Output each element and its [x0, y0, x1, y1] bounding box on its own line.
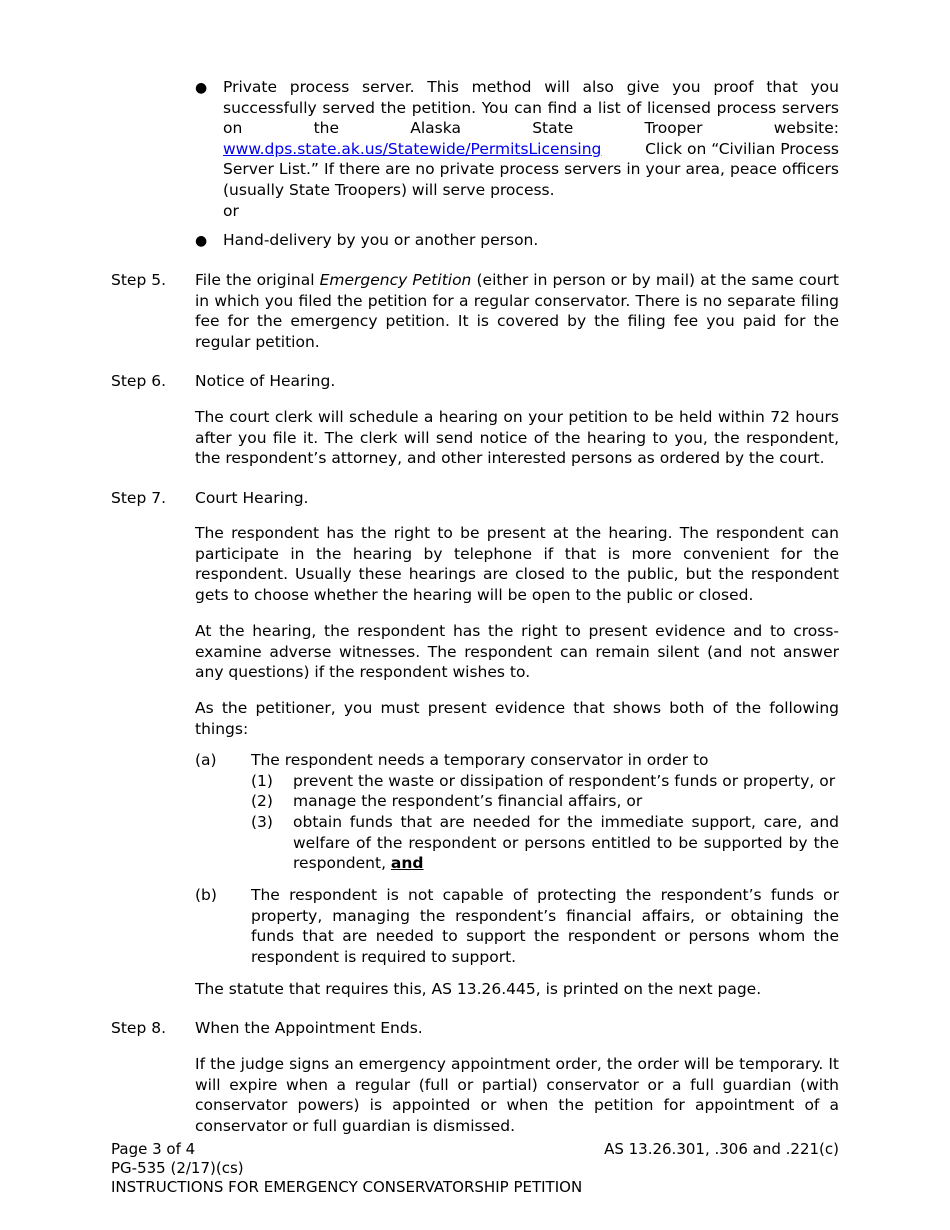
process-server-line-5: Server List.” If there are no private process servers in your area, peace officers: [223, 160, 839, 179]
item-3-text: [293, 812, 839, 874]
footer-page-number: Page 3 of 4: [111, 1140, 196, 1158]
item-1-text: prevent the waste or dissipation of respondent’s funds or property, or: [293, 772, 836, 790]
process-server-line-3: on the Alaska State Trooper website:: [223, 119, 839, 138]
process-server-line-6: (usually State Troopers) will serve process.: [223, 180, 555, 199]
statute-note: The statute that requires this, AS 13.26.445, is printed on the next page.: [195, 980, 762, 998]
step-5-text-start: File the original: [195, 271, 320, 289]
emergency-petition-title: Emergency Petition: [319, 271, 472, 289]
step-7-para-2: At the hearing, the respondent has the right to present evidence and to cross-examine adverse witnesses. The respondent can remain silent (and not answer any questions) if the respondent wishes to.: [195, 622, 839, 682]
process-server-line-2: successfully served the petition. You can find a list of licensed process servers: [223, 98, 839, 117]
step-7-para-1: The respondent has the right to be present at the hearing. The respondent can participate in the hearing by telephone if that is more convenient for the respondent. Usually these hearings are closed to the public, but the respondent gets to choose whether the hearing will be open to the public or closed.: [195, 524, 839, 604]
item-a-text: The respondent needs a temporary conservator in order to: [251, 751, 709, 769]
or-text: or: [223, 201, 239, 220]
bullet-dot: ●: [195, 233, 208, 249]
item-1-label: (1): [251, 772, 273, 790]
footer-form-number: PG-535 (2/17)(cs): [111, 1159, 244, 1177]
step-6-text: The court clerk will schedule a hearing on your petition to be held within 72 hours after you file it. The clerk will send notice of the hearing to you, the respondent, the respondent’s attorney, and other interested persons as ordered by the court.: [195, 408, 839, 468]
footer-statutes: AS 13.26.301, .306 and .221(c): [604, 1140, 839, 1158]
civilian-process-text: Click on “Civilian Process: [645, 139, 839, 158]
step-8-title: When the Appointment Ends.: [195, 1019, 423, 1037]
step-7-title: Court Hearing.: [195, 489, 309, 507]
item-b-label: (b): [195, 886, 217, 904]
process-server-line-4: [223, 139, 839, 160]
item-b-text: The respondent is not capable of protecting the respondent’s funds or property, managing the respondent’s financial affairs, or obtaining the funds that are needed to support the respondent or persons whom the respondent is required to support.: [251, 886, 839, 966]
bullet-process-server: [223, 77, 839, 221]
bullet-hand-delivery: Hand-delivery by you or another person.: [223, 231, 539, 249]
step-7-label: Step 7.: [111, 489, 167, 507]
step-5-text: [195, 270, 839, 352]
permits-licensing-link[interactable]: www.dps.state.ak.us/Statewide/PermitsLicensing: [223, 139, 602, 158]
item-a-label: (a): [195, 751, 217, 769]
item-2-text: manage the respondent’s financial affairs, or: [293, 792, 643, 810]
footer-form-title: INSTRUCTIONS FOR EMERGENCY CONSERVATORSHIP PETITION: [111, 1178, 583, 1196]
step-7-para-3: As the petitioner, you must present evidence that shows both of the following things:: [195, 699, 839, 738]
step-6-title: Notice of Hearing.: [195, 372, 336, 390]
process-server-line-1: Private process server. This method will also give you proof that you: [223, 78, 839, 96]
bullet-dot: ●: [195, 80, 208, 96]
step-5-label: Step 5.: [111, 271, 167, 289]
and-emphasis: and: [390, 854, 424, 873]
step-6-label: Step 6.: [111, 372, 167, 390]
step-8-text: If the judge signs an emergency appointment order, the order will be temporary. It will expire when a regular (full or partial) conservator or a full guardian (with conservator powers) is appointed or when the petition for appointment of a conservator or full guardian is dismissed.: [195, 1055, 839, 1135]
item-3-label: (3): [251, 813, 273, 831]
item-3-text-body: obtain funds that are needed for the immediate support, care, and welfare of the respondent or persons entitled to be supported by the respondent,: [293, 813, 839, 873]
step-8-label: Step 8.: [111, 1019, 167, 1037]
item-2-label: (2): [251, 792, 273, 810]
step-5-text-rest: (either in person or by mail) at the same court in which you filed the petition for a regular conservator. There is no separate filing fee for the emergency petition. It is covered by the filing fee you paid for the regular petition.: [195, 271, 839, 351]
